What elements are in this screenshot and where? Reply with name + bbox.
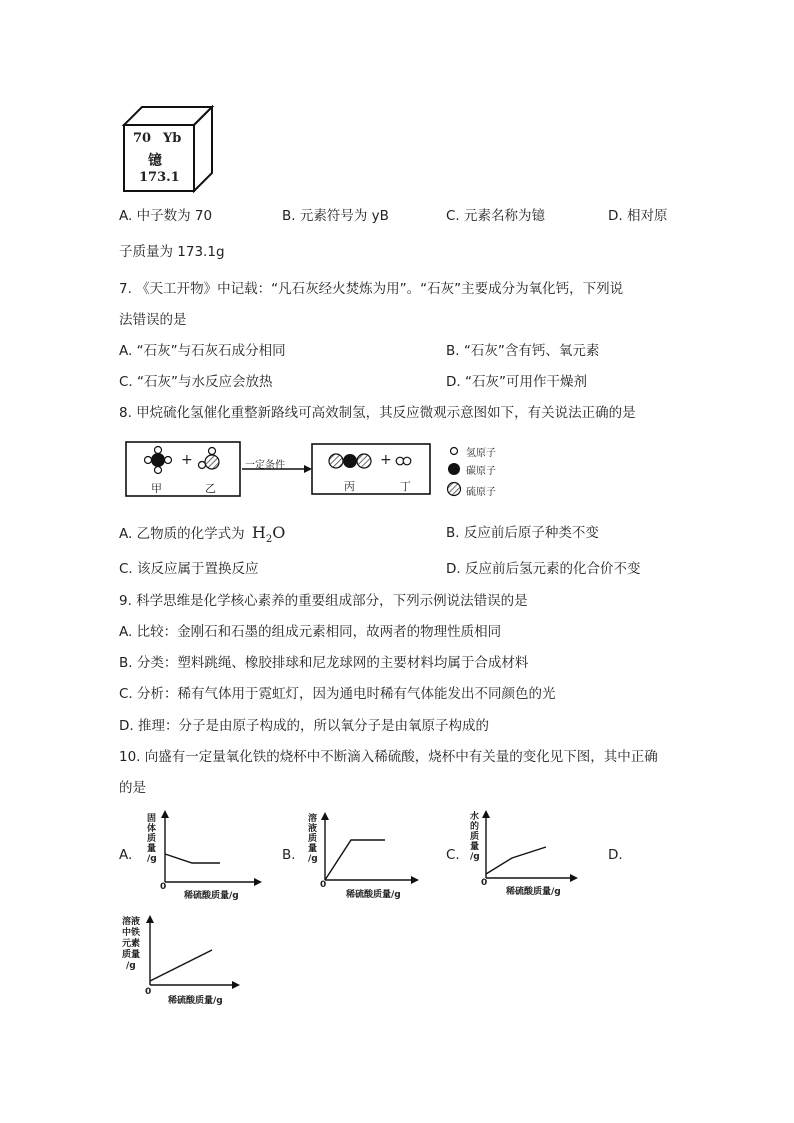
q8-stem: 8. 甲烷硫化氢催化重整新路线可高效制氢，其反应微观示意图如下，有关说法正确的是: [119, 405, 636, 421]
graph-b-xlabel: 稀硫酸质量/g: [346, 890, 401, 900]
q9-option-a[interactable]: A. 比较：金刚石和石墨的组成元素相同，故两者的物理性质相同: [119, 624, 502, 640]
element-mass: 173.1: [139, 170, 180, 185]
q8-option-d[interactable]: D. 反应前后氢元素的化合价不变: [446, 561, 641, 577]
q10-stem-line2: 的是: [119, 780, 146, 796]
graph-a-xlabel: 稀硫酸质量/g: [184, 891, 239, 901]
reaction-condition: 一定条件: [245, 460, 285, 471]
q6-option-a[interactable]: A. 中子数为 70: [119, 208, 213, 224]
formula-h2o: $H_2O$: [251, 523, 286, 546]
q9-option-d[interactable]: D. 推理：分子是由原子构成的，所以氧分子是由氧原子构成的: [119, 718, 489, 734]
graph-a: [140, 810, 280, 902]
graph-c-ylabel: 水 的 质 量 /g: [470, 812, 480, 862]
q7-option-c[interactable]: C. “石灰”与水反应会放热: [119, 374, 273, 390]
product-label-ding: 丁: [400, 480, 411, 493]
q9-stem: 9. 科学思维是化学核心素养的重要组成部分，下列示例说法错误的是: [119, 593, 528, 609]
graph-b-origin: 0: [320, 880, 327, 890]
q9-option-b[interactable]: B. 分类：塑料跳绳、橡胶排球和尼龙球网的主要材料均属于合成材料: [119, 655, 529, 671]
q6-option-d-continued: 子质量为 173.1g: [119, 244, 225, 260]
product-label-bing: 丙: [344, 480, 355, 493]
q8-option-c[interactable]: C. 该反应属于置换反应: [119, 561, 259, 577]
q7-option-a[interactable]: A. “石灰”与石灰石成分相同: [119, 343, 286, 359]
graph-a-origin: 0: [160, 882, 167, 892]
element-name: 镱: [148, 153, 162, 169]
q6-option-b[interactable]: B. 元素符号为 yB: [282, 208, 389, 224]
q10-option-b-label[interactable]: B.: [282, 847, 296, 863]
graph-a-ylabel: 固 体 质 量 /g: [147, 814, 157, 864]
legend-hydrogen: 氢原子: [466, 448, 496, 459]
graph-b: [303, 812, 443, 904]
graph-d-ylabel: 溶液 中铁 元素 质量 /g: [122, 917, 141, 971]
plus-sign-2: +: [380, 452, 392, 468]
graph-c-xlabel: 稀硫酸质量/g: [506, 887, 561, 897]
graph-c-origin: 0: [481, 878, 488, 888]
q10-stem-line1: 10. 向盛有一定量氧化铁的烧杯中不断滴入稀硫酸，烧杯中有关量的变化见下图，其中正确: [119, 749, 658, 765]
reactant-label-jia: 甲: [151, 482, 162, 495]
graph-d: [120, 915, 260, 1007]
q10-option-d-label[interactable]: D.: [608, 847, 623, 863]
q6-option-c[interactable]: C. 元素名称为镱: [446, 208, 546, 224]
graph-d-xlabel: 稀硫酸质量/g: [168, 996, 223, 1006]
q7-option-b[interactable]: B. “石灰”含有钙、氧元素: [446, 343, 600, 359]
element-atomic-number: 70: [133, 131, 152, 146]
q9-option-c[interactable]: C. 分析：稀有气体用于霓虹灯，因为通电时稀有气体能发出不同颜色的光: [119, 686, 556, 702]
q7-stem-line1: 7. 《天工开物》中记载：“凡石灰经火焚炼为用”。“石灰”主要成分为氧化钙，下列说: [119, 281, 624, 297]
legend-sulfur: 硫原子: [466, 487, 496, 498]
q8-option-a[interactable]: [119, 524, 285, 549]
q8-option-a-text: A. 乙物质的化学式为: [119, 526, 245, 542]
q10-option-c-label[interactable]: C.: [446, 847, 460, 863]
reaction-micro-diagram: [124, 438, 514, 500]
q8-option-b[interactable]: B. 反应前后原子种类不变: [446, 525, 599, 541]
plus-sign: +: [181, 452, 193, 468]
q7-option-d[interactable]: D. “石灰”可用作干燥剂: [446, 374, 587, 390]
q10-option-a-label[interactable]: A.: [119, 847, 133, 863]
reactant-label-yi: 乙: [205, 482, 216, 495]
q7-stem-line2: 法错误的是: [119, 312, 187, 328]
graph-b-ylabel: 溶 液 质 量 /g: [308, 814, 318, 864]
q6-option-d[interactable]: D. 相对原: [608, 208, 668, 224]
element-symbol: Yb: [163, 131, 182, 146]
graph-c: [466, 810, 606, 902]
legend-carbon: 碳原子: [466, 466, 496, 477]
graph-d-origin: 0: [145, 987, 152, 997]
